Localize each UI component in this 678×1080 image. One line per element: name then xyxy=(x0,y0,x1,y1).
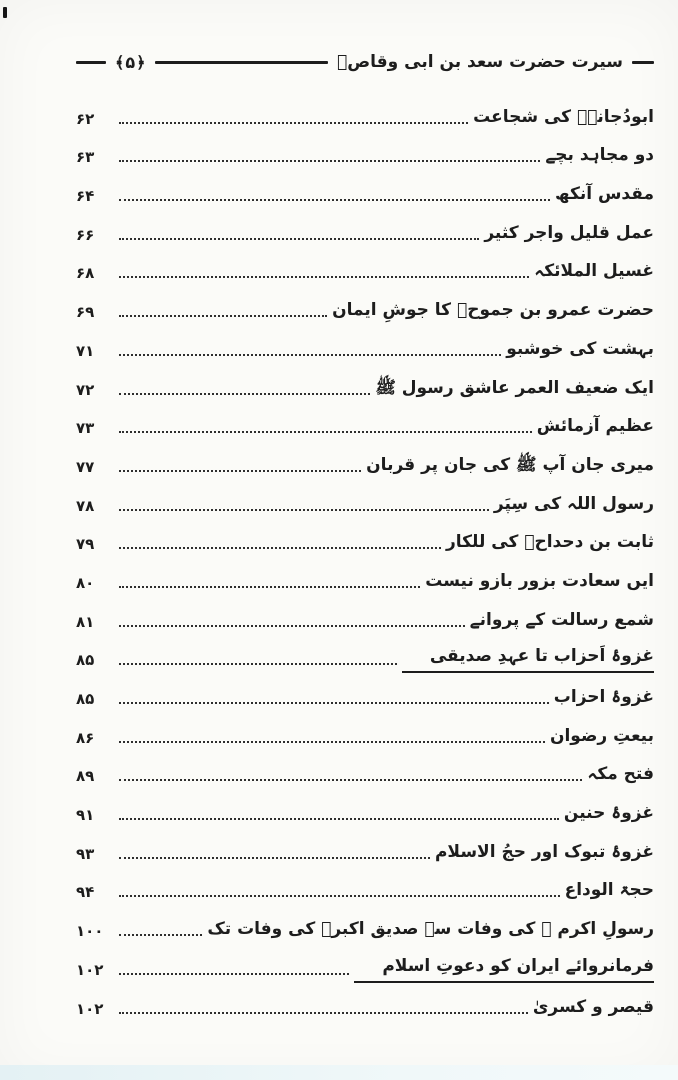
toc-entry xyxy=(76,483,654,522)
dot-leader xyxy=(119,160,540,162)
page-number: ۵ xyxy=(125,52,136,72)
dot-leader xyxy=(119,663,397,665)
dot-leader xyxy=(119,934,202,936)
toc-entry xyxy=(76,406,654,445)
dot-leader xyxy=(119,586,420,588)
page-number-ornament xyxy=(115,53,146,72)
toc-entry xyxy=(76,444,654,483)
toc-entry-title: عمل قلیل واجر کثیر xyxy=(484,222,654,243)
toc-entry-page-number: ۶۸ xyxy=(76,264,95,283)
toc-entry xyxy=(76,754,654,793)
toc-entry-page-number: ۹۴ xyxy=(76,883,95,902)
toc-entry-page-number: ۱۰۰ xyxy=(76,922,104,941)
toc-entry-page-number: ۷۸ xyxy=(76,496,95,515)
dot-leader xyxy=(119,393,370,395)
dot-leader xyxy=(119,625,465,627)
dot-leader xyxy=(119,122,468,124)
toc-entry xyxy=(76,135,654,174)
toc-entry-title: غزوۂ تبوک اور حجُ الاسلام xyxy=(434,841,654,862)
dot-leader xyxy=(119,431,532,433)
dot-leader xyxy=(119,702,549,704)
toc-entry-page-number: ۱۰۲ xyxy=(76,999,104,1018)
toc-entry-title: ثابت بن دحداحؓ کی للکار xyxy=(445,532,654,553)
toc-entry-title: بیعتِ رضوان xyxy=(549,725,654,746)
toc-entry-title: میری جان آپ ﷺ کی جان پر قربان xyxy=(366,454,654,475)
toc-entry-title: فتح مکہ xyxy=(587,764,654,785)
toc-entry xyxy=(76,947,654,986)
toc-entry-title: فرمانروائے ایران کو دعوتِ اسلام xyxy=(354,953,654,983)
toc-entry-page-number: ۹۳ xyxy=(76,844,95,863)
toc-entry xyxy=(76,599,654,638)
toc-entry-page-number: ۷۳ xyxy=(76,419,95,438)
dot-leader xyxy=(119,973,349,975)
toc-entry-page-number: ۱۰۲ xyxy=(76,960,104,979)
toc-entry-title: شمع رسالت کے پروانے xyxy=(469,609,654,630)
ornament-close-bracket: ﴿ xyxy=(136,52,146,72)
header-rule-right xyxy=(632,61,654,64)
dot-leader xyxy=(119,1012,528,1014)
page-header xyxy=(76,44,654,80)
toc-entry-title: رسول اللہ کی سِپَر xyxy=(493,493,654,514)
toc-entry xyxy=(76,715,654,754)
table-of-contents xyxy=(76,96,654,1025)
scan-edge-band xyxy=(0,1065,678,1080)
toc-entry-title: مقدس آنکھ xyxy=(554,184,654,205)
toc-entry-title: حجۃ الوداع xyxy=(564,880,654,901)
toc-entry xyxy=(76,986,654,1025)
header-rule-left xyxy=(76,61,106,64)
toc-entry-page-number: ۶۳ xyxy=(76,148,95,167)
toc-entry xyxy=(76,560,654,599)
dot-leader xyxy=(119,238,479,240)
toc-entry xyxy=(76,831,654,870)
toc-entry-title: رسولِ اکرم ﷺ کی وفات سے صدیق اکبرؓ کی وفات تک xyxy=(207,919,654,940)
toc-entry-page-number: ۸۶ xyxy=(76,728,95,747)
toc-entry-page-number: ۶۶ xyxy=(76,225,95,244)
toc-entry-page-number: ۸۱ xyxy=(76,612,95,631)
header-rule-center xyxy=(155,61,329,64)
toc-entry-page-number: ۹۱ xyxy=(76,806,95,825)
toc-entry-page-number: ۷۷ xyxy=(76,457,95,476)
dot-leader xyxy=(119,741,545,743)
toc-entry-page-number: ۸۵ xyxy=(76,690,95,708)
toc-entry xyxy=(76,96,654,135)
toc-entry xyxy=(76,908,654,947)
toc-entry-page-number: ۷۲ xyxy=(76,380,95,399)
dot-leader xyxy=(119,857,430,859)
dot-leader xyxy=(119,895,560,897)
dot-leader xyxy=(119,509,489,511)
toc-entry xyxy=(76,251,654,290)
dot-leader xyxy=(119,470,361,472)
dot-leader xyxy=(119,547,441,549)
scan-artifact-mark xyxy=(3,7,7,18)
ornament-open-bracket: ﴾ xyxy=(115,52,125,72)
dot-leader xyxy=(119,315,327,317)
toc-entry-page-number: ۷۹ xyxy=(76,535,95,554)
toc-entry-title: ابودُجانہؓ کی شجاعت xyxy=(473,106,654,127)
toc-entry xyxy=(76,676,654,715)
toc-entry-page-number: ۶۴ xyxy=(76,187,95,206)
toc-entry xyxy=(76,173,654,212)
toc-entry-page-number: ۸۰ xyxy=(76,573,95,592)
toc-entry-title: غسیل الملائکہ xyxy=(534,261,654,282)
toc-entry xyxy=(76,367,654,406)
toc-entry xyxy=(76,212,654,251)
toc-entry-title: حضرت عمرو بن جموحؓ کا جوشِ ایمان xyxy=(332,300,654,321)
toc-entry xyxy=(76,792,654,831)
toc-entry xyxy=(76,638,654,677)
dot-leader xyxy=(119,779,582,781)
toc-entry-title: غزوۂ احزاب xyxy=(553,687,654,707)
toc-entry-title: غزوۂ اَحزاب تا عہدِ صدیقی xyxy=(402,643,654,673)
book-title: سیرت حضرت سعد بن ابی وقاصؓ xyxy=(337,52,623,72)
dot-leader xyxy=(119,199,550,201)
toc-entry-title: دو مجاہد بچے xyxy=(545,145,654,166)
toc-entry-page-number: ۸۹ xyxy=(76,767,95,786)
toc-entry-page-number: ۷۱ xyxy=(76,341,95,360)
toc-entry-title: قیصر و کسریٰ xyxy=(532,996,654,1017)
toc-entry-title: بہشت کی خوشبو xyxy=(506,338,654,359)
toc-entry-title: عظیم آزمائش xyxy=(536,416,654,437)
toc-entry xyxy=(76,522,654,561)
dot-leader xyxy=(119,276,529,278)
toc-entry-page-number: ۶۲ xyxy=(76,109,95,128)
toc-entry-page-number: ۸۵ xyxy=(76,651,95,670)
dot-leader xyxy=(119,354,501,356)
toc-entry xyxy=(76,289,654,328)
toc-entry-title: غزوۂ حنین xyxy=(563,803,654,824)
toc-entry xyxy=(76,870,654,909)
toc-entry-page-number: ۶۹ xyxy=(76,303,95,322)
toc-entry-title: ایں سعادت بزور بازو نیست xyxy=(425,570,654,591)
toc-entry-title: ایک ضعیف العمر عاشق رسول ﷺ xyxy=(375,377,654,398)
dot-leader xyxy=(119,818,559,820)
toc-entry xyxy=(76,328,654,367)
